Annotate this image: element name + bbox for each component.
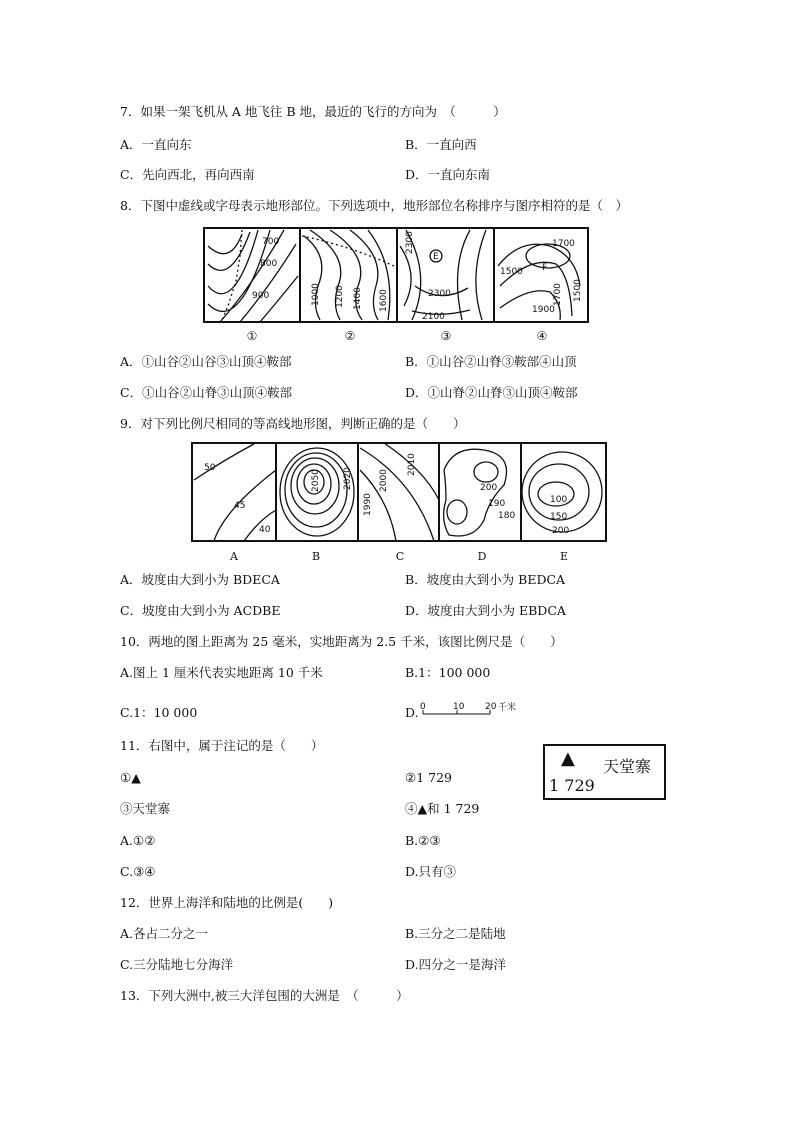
q11-map-legend bbox=[543, 744, 666, 800]
q9-c-label: 2010 bbox=[407, 453, 417, 476]
q9-panel-letter: E bbox=[559, 550, 569, 563]
q10-scale-bar bbox=[418, 700, 538, 726]
q9-option-b: B．坡度由大到小为 BEDCA bbox=[405, 572, 566, 587]
q8-panel-number: ① bbox=[246, 329, 258, 343]
q8-p4-label: 1700 bbox=[553, 283, 563, 306]
q8-panel-number: ④ bbox=[536, 329, 548, 343]
q10-option-a: A.图上 1 厘米代表实地距离 10 千米 bbox=[120, 665, 323, 680]
q8-p4-label: 1500 bbox=[500, 267, 523, 277]
q8-stem: 8．下图中虚线或字母表示地形部位。下列选项中，地形部位名称排序与图序相符的是（ ） bbox=[120, 198, 628, 213]
q8-p2-label: 1400 bbox=[353, 287, 363, 310]
q9-c-label: 1990 bbox=[363, 493, 373, 516]
q9-e-label: 100 bbox=[550, 495, 568, 505]
q9-a-label: 50 bbox=[204, 463, 216, 473]
q9-panel-letter: C bbox=[395, 550, 405, 563]
q9-c-label: 2000 bbox=[379, 469, 389, 492]
q10-stem: 10．两地的图上距离为 25 毫米，实地距离为 2.5 千米，该图比例尺是（ ） bbox=[120, 634, 563, 649]
q9-e-label: 150 bbox=[550, 512, 568, 522]
q8-p4-label: 1900 bbox=[532, 305, 555, 315]
q7-stem: 7．如果一架飞机从 A 地飞往 B 地，最近的飞行的方向为 （ ） bbox=[120, 104, 506, 119]
q8-p2-label: 1600 bbox=[379, 289, 389, 312]
q9-a-label: 40 bbox=[259, 525, 271, 535]
q8-option-b: B．①山谷②山脊③鞍部④山顶 bbox=[405, 354, 577, 369]
q10-option-c: C.1：10 000 bbox=[120, 705, 198, 720]
q11-option-b: B.②③ bbox=[405, 833, 441, 848]
q11-option-c: C.③④ bbox=[120, 864, 156, 879]
q8-p1-label: 900 bbox=[252, 291, 270, 301]
q9-e-label: 200 bbox=[552, 526, 570, 536]
q11-item-2: ②1 729 bbox=[405, 770, 452, 785]
q8-p3-label: E bbox=[433, 252, 439, 262]
q10-scale-unit: 千米 bbox=[498, 703, 517, 713]
q10-scale-tick: 0 bbox=[420, 702, 426, 712]
q9-option-c: C．坡度由大到小为 ACDBE bbox=[120, 603, 281, 618]
q12-option-c: C.三分陆地七分海洋 bbox=[120, 957, 234, 972]
q8-option-a: A．①山谷②山谷③山顶④鞍部 bbox=[120, 354, 292, 369]
q9-panel-letter: A bbox=[230, 550, 238, 563]
q8-p3-label: 2100 bbox=[422, 312, 445, 322]
q11-item-4: ④▲和 1 729 bbox=[405, 801, 480, 816]
q8-panel-number: ③ bbox=[440, 329, 452, 343]
q9-b-label: 2020 bbox=[343, 467, 353, 490]
q8-p2-label: 1200 bbox=[335, 285, 345, 308]
q9-option-a: A．坡度由大到小为 BDECA bbox=[120, 572, 280, 587]
q8-option-d: D．①山脊②山脊③山顶④鞍部 bbox=[405, 385, 578, 400]
q8-p2-label: 1000 bbox=[311, 283, 321, 306]
q12-stem: 12．世界上海洋和陆地的比例是( ) bbox=[120, 895, 334, 910]
q9-d-label: 200 bbox=[480, 483, 498, 493]
q8-p1-label: 700 bbox=[262, 237, 280, 247]
q10-scale-tick: 10 bbox=[453, 702, 465, 712]
q9-contour-figure bbox=[184, 440, 610, 564]
q7-option-c: C．先向西北，再向西南 bbox=[120, 167, 255, 182]
q8-option-c: C．①山谷②山脊③山顶④鞍部 bbox=[120, 385, 293, 400]
q11-option-d: D.只有③ bbox=[405, 864, 457, 879]
q11-legend-elevation: 1 729 bbox=[549, 776, 595, 795]
q12-option-a: A.各占二分之一 bbox=[120, 926, 209, 941]
q9-option-d: D．坡度由大到小为 EBDCA bbox=[405, 603, 566, 618]
q11-item-3: ③天堂寨 bbox=[120, 801, 171, 816]
q11-item-1: ①▲ bbox=[120, 770, 141, 785]
q12-option-b: B.三分之二是陆地 bbox=[405, 926, 506, 941]
q7-option-b: B．一直向西 bbox=[405, 137, 477, 152]
q10-scale-tick: 20 bbox=[485, 702, 497, 712]
q9-d-label: 190 bbox=[488, 499, 506, 509]
q9-panel-letter: B bbox=[311, 550, 321, 563]
q13-stem: 13．下列大洲中,被三大洋包围的大洲是 （ ） bbox=[120, 988, 409, 1003]
q9-b-label: 2050 bbox=[311, 469, 321, 492]
q8-p4-label: 1500 bbox=[573, 279, 583, 302]
q9-panel-letter: D bbox=[477, 550, 487, 563]
q9-d-label: 180 bbox=[498, 511, 516, 521]
q11-option-a: A.①② bbox=[120, 833, 156, 848]
q8-contour-figure bbox=[200, 226, 592, 346]
q11-stem: 11．右图中，属于注记的是（ ） bbox=[120, 738, 324, 753]
q9-a-label: 45 bbox=[234, 501, 246, 511]
mountain-peak-icon: ▲ bbox=[561, 748, 575, 769]
q10-option-b: B.1：100 000 bbox=[405, 665, 491, 680]
q9-stem: 9．对下列比例尺相同的等高线地形图，判断正确的是（ ） bbox=[120, 416, 466, 431]
q10-option-d-prefix: D. bbox=[405, 705, 419, 720]
q11-legend-name: 天堂寨 bbox=[603, 757, 652, 776]
q7-option-a: A．一直向东 bbox=[120, 137, 192, 152]
q7-option-d: D．一直向东南 bbox=[405, 167, 491, 182]
q8-p3-label: 2300 bbox=[405, 231, 415, 254]
q12-option-d: D.四分之一是海洋 bbox=[405, 957, 507, 972]
q8-p4-label: 1700 bbox=[552, 239, 575, 249]
q8-p1-label: 800 bbox=[260, 259, 278, 269]
q8-p3-label: 2300 bbox=[428, 289, 451, 299]
q8-p4-label: F bbox=[542, 263, 548, 273]
q8-panel-number: ② bbox=[344, 329, 356, 343]
